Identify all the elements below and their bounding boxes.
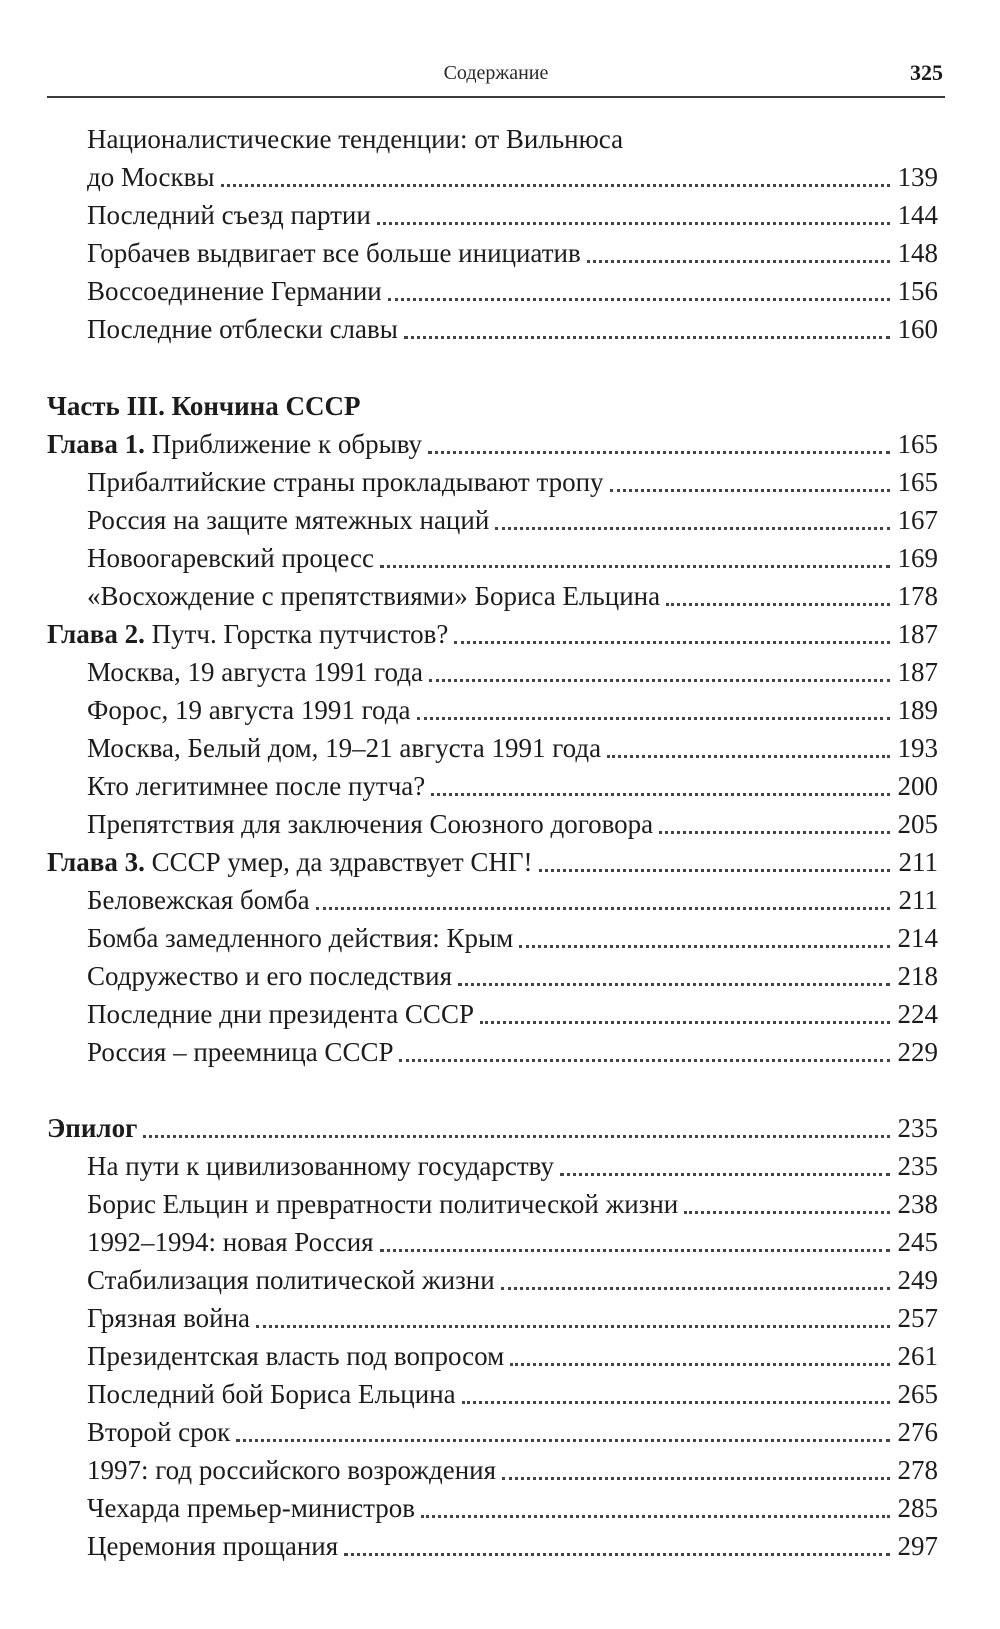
toc-entry-label: 1992–1994: новая Россия xyxy=(87,1227,374,1257)
toc-entry xyxy=(87,957,938,995)
toc-entry xyxy=(87,158,938,196)
dot-leader xyxy=(684,1211,890,1214)
toc-entry-page: 218 xyxy=(897,961,938,991)
chapter-title: Приближение к обрыву xyxy=(151,429,423,459)
dot-leader xyxy=(417,717,891,720)
toc-entry-page: 265 xyxy=(897,1379,938,1409)
toc-entry-label: Церемония прощания xyxy=(87,1531,339,1561)
toc-entry xyxy=(87,463,938,501)
toc-entry-label: Стабилизация политической жизни xyxy=(87,1265,495,1295)
dot-leader xyxy=(610,489,890,492)
epilogue-title-text: Эпилог xyxy=(47,1113,138,1143)
toc-entry xyxy=(87,1185,938,1223)
toc-entry-label: Содружество и его последствия xyxy=(87,961,452,991)
dot-leader xyxy=(221,184,891,187)
toc-entry-page: 235 xyxy=(897,1151,938,1181)
toc-entry xyxy=(87,310,938,348)
toc-entry-label: Последний съезд партии xyxy=(87,200,371,230)
toc-entry-page: 205 xyxy=(897,809,938,839)
dot-leader xyxy=(560,1173,890,1176)
dot-leader xyxy=(380,565,890,568)
dot-leader xyxy=(666,603,890,606)
part-heading xyxy=(47,387,938,425)
toc-entry-page: 187 xyxy=(897,657,938,687)
toc-entry-label: 1997: год российского возрождения xyxy=(87,1455,497,1485)
toc-entry-page: 297 xyxy=(897,1531,938,1561)
chapter-label xyxy=(47,615,448,653)
dot-leader xyxy=(344,1553,890,1556)
chapter-title: СССР умер, да здравствует СНГ! xyxy=(151,847,533,877)
dot-leader xyxy=(421,1515,890,1518)
toc-entry-page: 285 xyxy=(897,1493,938,1523)
toc-entry-page: 160 xyxy=(897,314,938,344)
toc-entry-page: 257 xyxy=(897,1303,938,1333)
toc-entry-label: Препятствия для заключения Союзного договора xyxy=(87,809,654,839)
toc-entry-label: Националистические тенденции: от Вильнюса xyxy=(87,124,624,154)
dot-leader xyxy=(428,451,890,454)
toc-entry-page: 156 xyxy=(897,276,938,306)
toc-entry-page: 200 xyxy=(897,771,938,801)
toc-entry-label: «Восхождение с препятствиями» Бориса Ельцина xyxy=(87,581,661,611)
toc-entry-label: Борис Ельцин и превратности политической жизни xyxy=(87,1189,679,1219)
toc-entry-label: На пути к цивилизованному государству xyxy=(87,1151,555,1181)
dot-leader xyxy=(519,945,890,948)
dot-leader xyxy=(458,983,890,986)
toc-entry-label: Горбачев выдвигает все больше инициатив xyxy=(87,238,581,268)
toc-entry-label: Последний бой Бориса Ельцина xyxy=(87,1379,456,1409)
dot-leader xyxy=(539,869,891,872)
toc-entry xyxy=(87,1451,938,1489)
toc-entry xyxy=(87,1375,938,1413)
toc-entry xyxy=(87,1527,938,1565)
toc-entry xyxy=(87,1261,938,1299)
toc-entry-label: Прибалтийские страны прокладывают тропу xyxy=(87,467,604,497)
toc-entry-page: 214 xyxy=(897,923,938,953)
dot-leader xyxy=(143,1135,890,1138)
dot-leader xyxy=(429,679,890,682)
toc-entry xyxy=(87,272,938,310)
dot-leader xyxy=(316,907,890,910)
chapter-prefix: Глава 1. xyxy=(47,429,145,459)
dot-leader xyxy=(587,260,890,263)
toc-entry-label: до Москвы xyxy=(87,162,215,192)
toc-entry-page: 245 xyxy=(897,1227,938,1257)
toc-entry-label: Грязная война xyxy=(87,1303,251,1333)
dot-leader xyxy=(236,1439,890,1442)
toc-entry xyxy=(87,995,938,1033)
page-number: 325 xyxy=(910,60,943,85)
chapter-entry xyxy=(47,843,938,881)
toc-entry-page: 229 xyxy=(897,1037,938,1067)
toc-entry xyxy=(87,1489,938,1527)
toc-entry xyxy=(87,881,938,919)
toc-entry-label: Форос, 19 августа 1991 года xyxy=(87,695,411,725)
chapter-entry xyxy=(47,425,938,463)
toc-entry-label: Воссоединение Германии xyxy=(87,276,382,306)
chapter-page: 187 xyxy=(897,619,938,649)
toc-entry xyxy=(87,767,938,805)
toc-entry xyxy=(87,1413,938,1451)
toc-entry-label: Москва, 19 августа 1991 года xyxy=(87,657,423,687)
toc-entry xyxy=(87,539,938,577)
chapter-prefix: Глава 3. xyxy=(47,847,145,877)
dot-leader xyxy=(607,755,890,758)
epilogue-title xyxy=(47,1109,137,1147)
toc-entry-label: Новоогаревский процесс xyxy=(87,543,374,573)
toc-entry xyxy=(87,196,938,234)
chapter-page: 165 xyxy=(897,429,938,459)
dot-leader xyxy=(388,298,890,301)
dot-leader xyxy=(510,1363,890,1366)
toc-entry-label: Россия – преемница СССР xyxy=(87,1037,394,1067)
dot-leader xyxy=(480,1021,890,1024)
toc-entry-page: 189 xyxy=(897,695,938,725)
toc-entry-label: Второй срок xyxy=(87,1417,231,1447)
toc-entry xyxy=(87,501,938,539)
dot-leader xyxy=(502,1477,890,1480)
toc-entry xyxy=(87,653,938,691)
dot-leader xyxy=(454,641,890,644)
dot-leader xyxy=(501,1287,890,1290)
toc-entry-page: 169 xyxy=(897,543,938,573)
toc-entry-page: 167 xyxy=(897,505,938,535)
toc-entry-page: 238 xyxy=(897,1189,938,1219)
dot-leader xyxy=(659,831,890,834)
dot-leader xyxy=(399,1059,890,1062)
toc-entry xyxy=(87,1223,938,1261)
toc-entry-page: 261 xyxy=(897,1341,938,1371)
toc-entry-page: 139 xyxy=(897,162,938,192)
dot-leader xyxy=(431,793,890,796)
toc-entry-page: 165 xyxy=(897,467,938,497)
toc-entry-wrapped-first-line xyxy=(87,120,938,158)
toc-entry-page: 276 xyxy=(897,1417,938,1447)
running-header xyxy=(47,56,945,98)
toc-entry xyxy=(87,234,938,272)
dot-leader xyxy=(256,1325,890,1328)
toc-entry-page: 178 xyxy=(897,581,938,611)
toc-entry-label: Бомба замедленного действия: Крым xyxy=(87,923,514,953)
dot-leader xyxy=(377,222,890,225)
toc-entry-page: 193 xyxy=(897,733,938,763)
part-title: Часть III. Кончина СССР xyxy=(47,391,361,421)
toc-entry-page: 144 xyxy=(897,200,938,230)
toc-entry xyxy=(87,691,938,729)
chapter-prefix: Глава 2. xyxy=(47,619,145,649)
toc-entry-label: Президентская власть под вопросом xyxy=(87,1341,505,1371)
toc-entry xyxy=(87,1337,938,1375)
chapter-label xyxy=(47,843,533,881)
dot-leader xyxy=(380,1249,890,1252)
toc-entry-label: Беловежская бомба xyxy=(87,885,310,915)
dot-leader xyxy=(404,336,890,339)
chapter-label xyxy=(47,425,422,463)
toc-entry xyxy=(87,1147,938,1185)
toc-entry-label: Чехарда премьер-министров xyxy=(87,1493,416,1523)
epilogue-page: 235 xyxy=(897,1113,938,1143)
toc-entry-label: Последние отблески славы xyxy=(87,314,398,344)
toc-entry-label: Россия на защите мятежных наций xyxy=(87,505,490,535)
toc-entry-page: 249 xyxy=(897,1265,938,1295)
running-title: Содержание xyxy=(443,62,549,84)
chapter-page: 211 xyxy=(898,847,938,877)
toc-entry xyxy=(87,729,938,767)
epilogue-entry xyxy=(47,1109,938,1147)
dot-leader xyxy=(495,527,890,530)
chapter-title: Путч. Горстка путчистов? xyxy=(151,619,449,649)
toc-entry-page: 278 xyxy=(897,1455,938,1485)
chapter-entry xyxy=(47,615,938,653)
toc-entry xyxy=(87,919,938,957)
toc-entry-label: Последние дни президента СССР xyxy=(87,999,474,1029)
toc-entry-page: 211 xyxy=(898,885,938,915)
toc-entry xyxy=(87,577,938,615)
toc-entry-page: 224 xyxy=(897,999,938,1029)
toc-entry xyxy=(87,805,938,843)
toc-entry-label: Кто легитимнее после путча? xyxy=(87,771,426,801)
toc-entry-page: 148 xyxy=(897,238,938,268)
dot-leader xyxy=(462,1401,890,1404)
toc-entry xyxy=(87,1033,938,1071)
toc-entry-label: Москва, Белый дом, 19–21 августа 1991 года xyxy=(87,733,602,763)
toc-entry xyxy=(87,1299,938,1337)
